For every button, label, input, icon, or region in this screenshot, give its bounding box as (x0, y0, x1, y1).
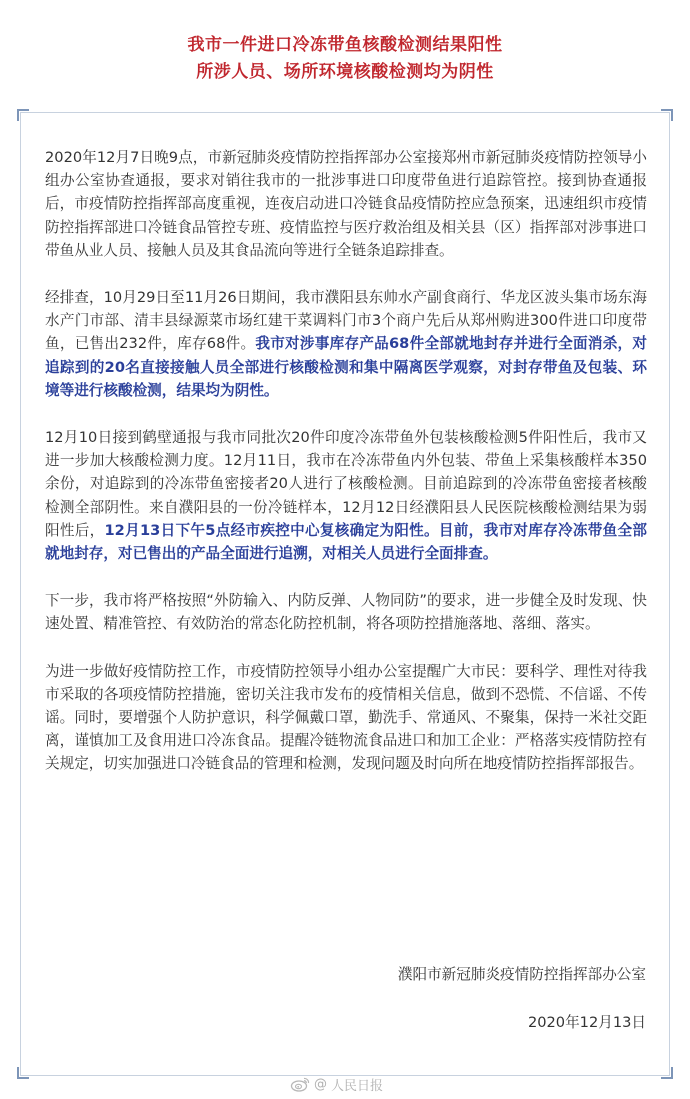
paragraph-text: 为进一步做好疫情防控工作，市疫情防控领导小组办公室提醒广大市民：要科学、理性对待我市采取的各项疫情防控措施，密切关注我市发布的疫情相关信息，做到不恐慌、不信谣、不传谣。同时，要增强个人防护意识，科学佩戴口罩，勤洗手、常通风、不聚集，保持一米社交距离，谨慎加工及食用进口冷冻食品。提醒冷链物流食品进口和加工企业：严格落实疫情防控有关规定，切实加强进口冷链食品的管理和检测，发现问题及时向所在地疫情防控指挥部报告。 (45, 662, 647, 773)
notice-body (45, 146, 647, 800)
paragraph-3 (45, 426, 647, 565)
paragraph-4 (45, 589, 647, 635)
paragraph-2 (45, 286, 647, 402)
paragraph-1 (45, 146, 647, 262)
issuer-signature: 濮阳市新冠肺炎疫情防控指挥部办公室 (397, 966, 646, 983)
paragraph-5 (45, 660, 647, 776)
issue-date: 2020年12月13日 (527, 1014, 646, 1031)
weibo-icon (290, 1076, 310, 1092)
paragraph-text: 经排查，10月29日至11月26日期间，我市濮阳县东帅水产副食商行、华龙区波头集市场东海水产门市部、清丰县绿源菜市场红建干菜调料门市3个商户先后从郑州购进300件进口印度带鱼，已售出232件，库存68件。 (45, 289, 647, 353)
frame-corner-decoration (661, 1067, 673, 1079)
frame-corner-decoration (661, 109, 673, 121)
headline-line-1: 我市一件进口冷冻带鱼核酸检测结果阳性 (187, 35, 503, 55)
at-symbol: @ (314, 1076, 327, 1092)
paragraph-highlight: 我市对涉事库存产品68件全部就地封存并进行全面消杀，对追踪到的20名直接接触人员全部进行核酸检测和集中隔离医学观察，对封存带鱼及包装、环境等进行核酸检测，结果均为阴性。 (45, 335, 647, 399)
frame-corner-decoration (17, 1067, 29, 1079)
watermark-text: 人民日报 (331, 1078, 384, 1094)
headline-line-2: 所涉人员、场所环境核酸检测均为阴性 (196, 62, 494, 82)
frame-corner-decoration (17, 109, 29, 121)
paragraph-highlight: 12月13日下午5点经市疾控中心复核确定为阳性。目前，我市对库存冷冻带鱼全部就地封存，对已售出的产品全面进行追溯，对相关人员进行全面排查。 (45, 521, 647, 563)
paragraph-text: 2020年12月7日晚9点，市新冠肺炎疫情防控指挥部办公室接郑州市新冠肺炎疫情防控领导小组办公室协查通报，要求对销往我市的一批涉事进口印度带鱼进行追踪管控。接到协查通报后，市疫情防控指挥部高度重视，连夜启动进口冷链食品疫情防控应急预案，迅速组织市疫情防控指挥部进口冷链食品管控专班、疫情监控与医疗救治组及相关县（区）指挥部对涉事进口带鱼从业人员、接触人员及其食品流向等进行全链条追踪排查。 (45, 149, 647, 259)
notice-frame (20, 112, 670, 1076)
source-watermark (290, 1072, 383, 1096)
headline (0, 32, 690, 86)
paragraph-text: 12月10日接到鹤壁通报与我市同批次20件印度冷冻带鱼外包装核酸检测5件阳性后，我市又进一步加大核酸检测力度。12月11日，我市在冷冻带鱼内外包装、带鱼上采集核酸样本350余份，对追踪到的冷冻带鱼密接者20人进行了核酸检测。目前追踪到的冷冻带鱼密接者核酸检测全部阴性。来自濮阳县的一份冷链样本，12月12日经濮阳县人民医院核酸检测结果为弱阳性后， (45, 429, 647, 539)
paragraph-text: 下一步，我市将严格按照“外防输入、内防反弹、人物同防”的要求，进一步健全及时发现、快速处置、精准管控、有效防治的常态化防控机制，将各项防控措施落地、落细、落实。 (45, 592, 647, 633)
